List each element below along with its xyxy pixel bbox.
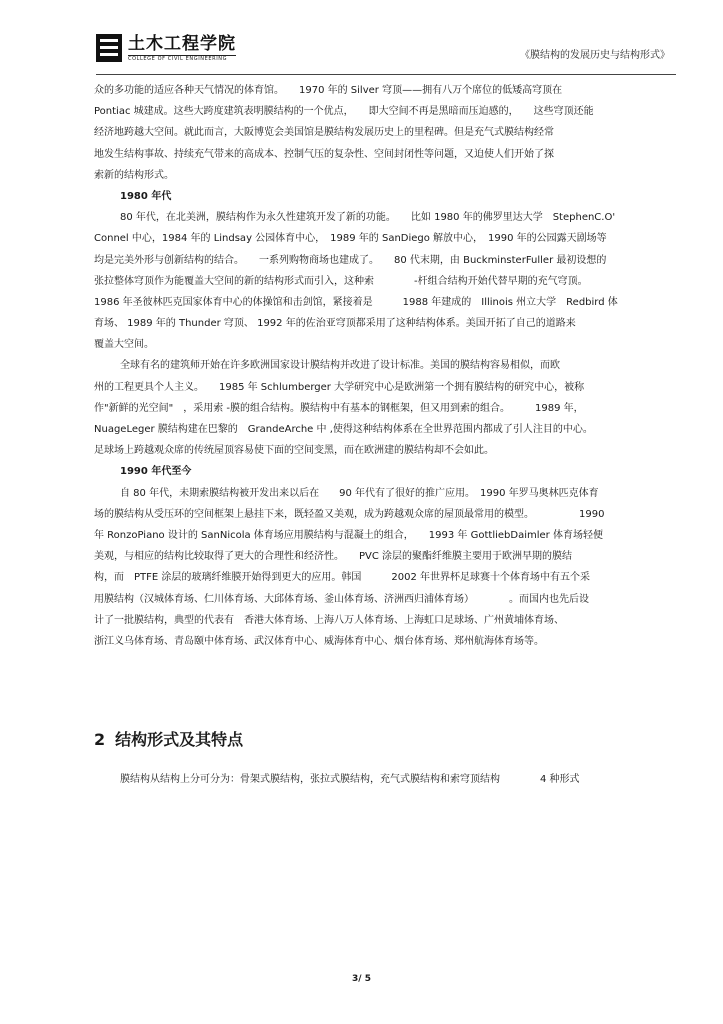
page-header xyxy=(96,34,676,78)
paragraph-line: 场的膜结构从受压环的空间框架上悬挂下来，既轻盈又美观，成为跨越观众席的屋顶最常用的模型。 1990 xyxy=(94,508,605,520)
page-number: 3/ 5 xyxy=(352,974,371,984)
paragraph-line: 用膜结构（汉城体育场、仁川体育场、大邱体育场、釜山体育场、济洲西归浦体育场） 。而国内也先后设 xyxy=(94,593,589,605)
running-header-title: 《膜结构的发展历史与结构形式》 xyxy=(520,50,670,61)
section-number: 2 xyxy=(94,730,106,750)
paragraph-line: NuageLeger 膜结构建在巴黎的 GrandeArche 中 ,使得这种结构体系在全世界范围内都成了引人注目的中心。 xyxy=(94,424,593,435)
paragraph-line: 育场、 1989 年的 Thunder 穹顶、 1992 年的佐治亚穹顶都采用了这种结构体系。美国开拓了自己的道路来 xyxy=(94,318,576,330)
paragraph-line: 众的多功能的适应各种天气情况的体育馆。 1970 年的 Silver 穹顶——拥有八万个席位的低矮高穹顶在 xyxy=(94,85,563,96)
college-emblem-icon xyxy=(96,34,122,62)
paragraph-line: 构，而 PTFE 涂层的玻璃纤维膜开始得到更大的应用。韩国 2002 年世界杯足球赛十个体育场中有五个采 xyxy=(94,572,591,584)
section-title: 结构形式及其特点 xyxy=(115,730,244,750)
paragraph-line: 足球场上跨越观众席的传统屋顶容易使下面的空间变黑，而在欧洲建的膜结构却不会如此。 xyxy=(94,445,494,457)
header-divider xyxy=(96,74,676,75)
paragraph-line: 覆盖大空间。 xyxy=(94,339,154,351)
paragraph-line: Connel 中心，1984 年的 Lindsay 公园体育中心， 1989 年的 SanDiego 解放中心， 1990 年的公园露天剧场等 xyxy=(94,233,607,245)
paragraph-line: 1986 年圣彼林匹克国家体育中心的体操馆和击剑馆，紧接着是 1988 年建成的 Illinois 州立大学 Redbird 体 xyxy=(94,296,618,308)
logo-chinese-name: 土木工程学院 xyxy=(128,34,236,54)
subheading-1980s: 1980 年代 xyxy=(120,190,172,202)
paragraph-line: Pontiac 城建成。这些大跨度建筑表明膜结构的一个优点， 即大空间不再是黑暗而压迫感的， 这些穹顶还能 xyxy=(94,106,594,118)
paragraph-line: 张拉整体穹顶作为能覆盖大空间的新的结构形式而引入，这种索 -杆组合结构开始代替早期的充气穹顶。 xyxy=(94,275,588,287)
paragraph-line: 州的工程更具个人主义。 1985 年 Schlumberger 大学研究中心是欧洲第一个拥有膜结构的研究中心，被称 xyxy=(94,381,585,393)
paragraph-line: 自 80 年代，未期索膜结构被开发出来以后在 90 年代有了很好的推广应用。 1990 年罗马奥林匹克体育 xyxy=(120,487,599,499)
paragraph-line: 年 RonzoPiano 设计的 SanNicola 体育场应用膜结构与混凝土的组合， 1993 年 GottliebDaimler 体育场轻便 xyxy=(94,529,603,541)
paragraph-line: 全球有名的建筑师开始在许多欧洲国家设计膜结构并改进了设计标准。美国的膜结构容易相似，而欧 xyxy=(120,360,560,372)
paragraph-line: 均是完美外形与创新结构的结合。 一系列购物商场也建成了。 80 代末期，由 BuckminsterFuller 最初设想的 xyxy=(94,254,607,266)
paragraph-line: 浙江义乌体育场、青岛颐中体育场、武汉体育中心、威海体育中心、烟台体育场、郑州航海体育场等。 xyxy=(94,635,544,647)
section-paragraph: 膜结构从结构上分可分为：骨架式膜结构，张拉式膜结构，充气式膜结构和索穹顶结构 4 种形式 xyxy=(120,774,580,786)
paragraph-line: 80 年代，在北美洲，膜结构作为永久性建筑开发了新的功能。 比如 1980 年的佛罗里达大学 StephenC.O' xyxy=(120,212,616,224)
subheading-1990s: 1990 年代至今 xyxy=(120,466,192,478)
paragraph-line: 作"新鲜的光空间" ，采用索 -膜的组合结构。膜结构中有基本的钢框架，但又用到索的组合。 1989 年， xyxy=(94,402,584,414)
section-heading xyxy=(94,725,682,755)
college-logo xyxy=(96,34,236,66)
paragraph-line: 索新的结构形式。 xyxy=(94,169,174,181)
logo-english-name: COLLEGE OF CIVIL ENGINEERING xyxy=(128,55,236,63)
paragraph-line: 计了一批膜结构，典型的代表有 香港大体育场、上海八万人体育场、上海虹口足球场、广州黄埔体育场、 xyxy=(94,614,564,626)
document-body xyxy=(94,80,682,790)
paragraph-line: 地发生结构事故、持续充气带来的高成本、控制气压的复杂性、空间封闭性等问题，又迫使人们开始了探 xyxy=(94,148,554,160)
paragraph-line: 美观，与相应的结构比较取得了更大的合理性和经济性。 PVC 涂层的聚酯纤维膜主要用于欧洲早期的膜结 xyxy=(94,551,573,563)
paragraph-line: 经济地跨越大空间。就此而言，大阪博览会美国馆是膜结构发展历史上的里程碑。但是充气式膜结构经常 xyxy=(94,127,554,139)
